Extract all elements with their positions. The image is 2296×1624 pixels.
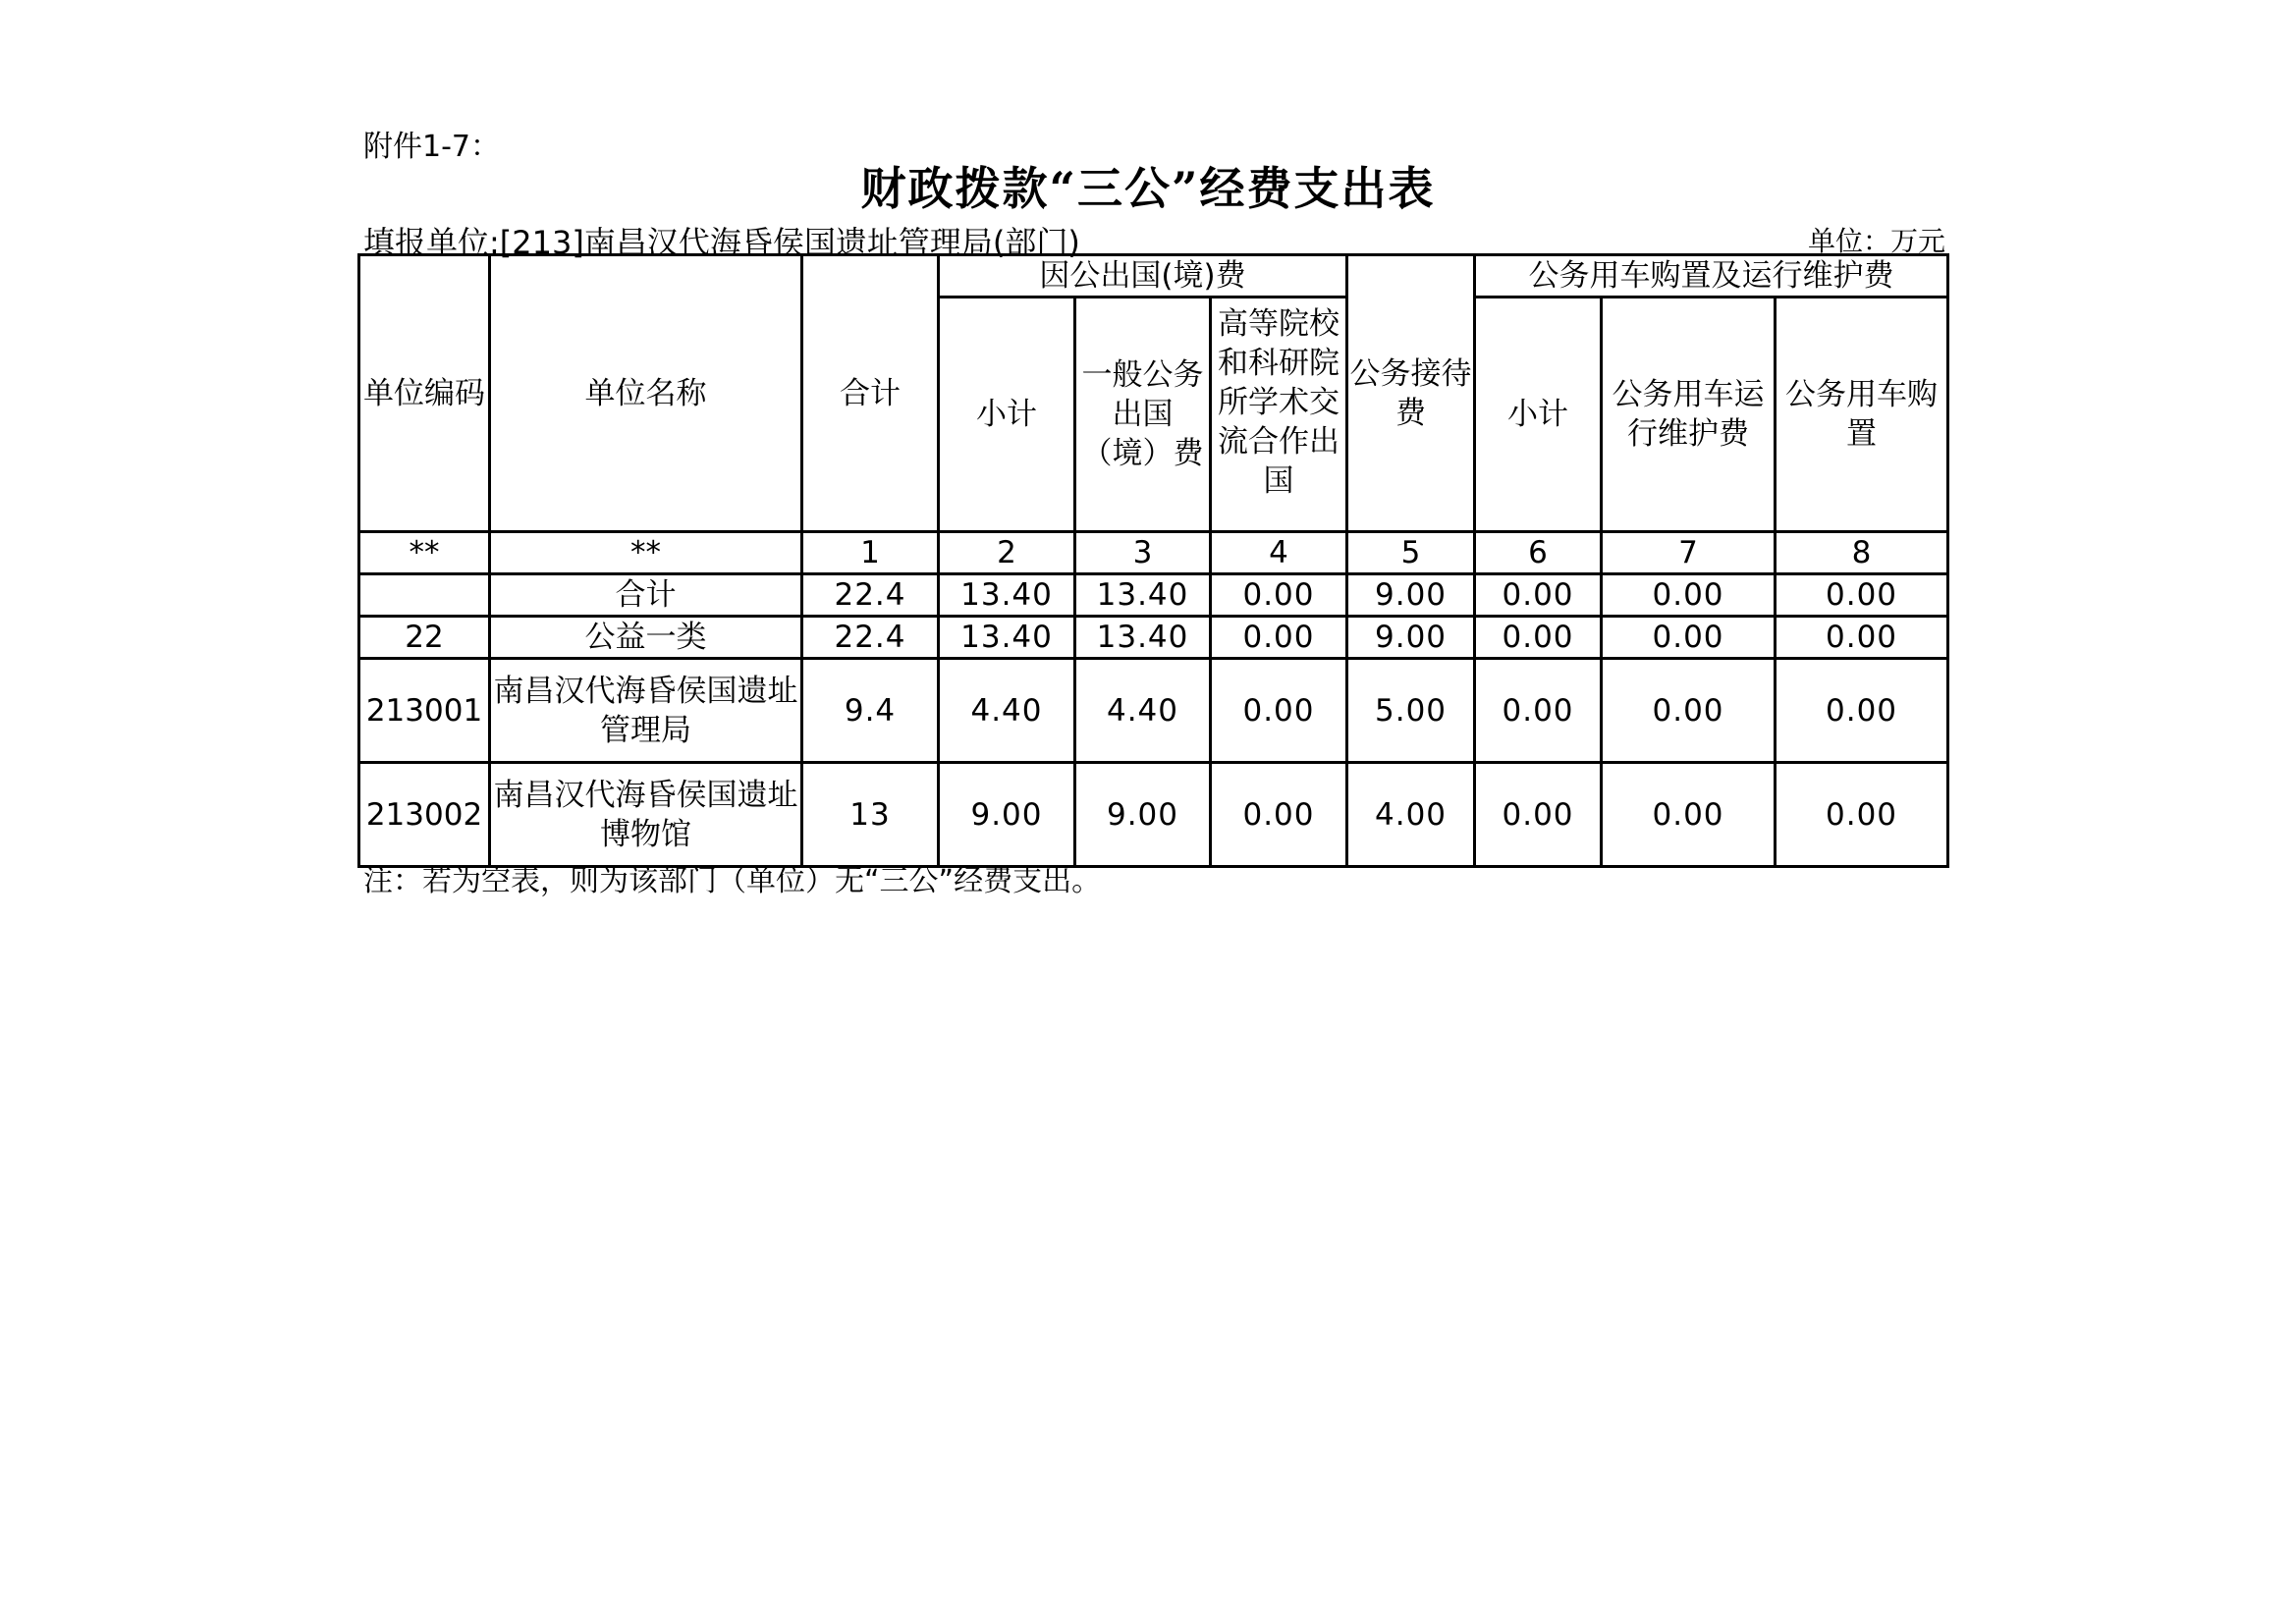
row-value: 9.4 (802, 659, 939, 763)
index-cell: 6 (1475, 532, 1602, 574)
row-name: 南昌汉代海昏侯国遗址博物馆 (490, 763, 802, 867)
row-value: 13.40 (1075, 574, 1211, 617)
header-abroad-academic (1211, 298, 1347, 532)
attachment-label: 附件1-7： (363, 130, 500, 164)
index-cell: ** (359, 532, 490, 574)
row-name: 公益一类 (490, 617, 802, 659)
header-total: 合计 (802, 255, 939, 532)
row-value: 0.00 (1475, 763, 1602, 867)
row-name: 南昌汉代海昏侯国遗址管理局 (490, 659, 802, 763)
row-value: 4.40 (1075, 659, 1211, 763)
header-row-1 (359, 255, 1948, 298)
header-abroad-academic-text: 高等院校和科研院所学术交流合作出国 (1218, 306, 1339, 499)
header-unit-code: 单位编码 (359, 255, 490, 532)
row-value: 0.00 (1211, 763, 1347, 867)
row-value: 0.00 (1475, 617, 1602, 659)
row-value: 0.00 (1776, 763, 1948, 867)
row-value: 4.40 (939, 659, 1075, 763)
row-value: 13.40 (939, 617, 1075, 659)
header-vehicle-subtotal: 小计 (1475, 298, 1602, 532)
filling-unit: 填报单位:[213]南昌汉代海昏侯国遗址管理局(部门) (363, 224, 1080, 261)
row-value: 0.00 (1776, 617, 1948, 659)
row-value: 9.00 (1075, 763, 1211, 867)
index-cell: 1 (802, 532, 939, 574)
row-value: 0.00 (1776, 659, 1948, 763)
row-code (359, 574, 490, 617)
header-vehicle-purchase: 公务用车购置 (1776, 298, 1948, 532)
table-row (359, 574, 1948, 617)
row-value: 22.4 (802, 574, 939, 617)
header-abroad-group: 因公出国(境)费 (939, 255, 1347, 298)
header-abroad-subtotal: 小计 (939, 298, 1075, 532)
row-value: 9.00 (1347, 574, 1475, 617)
row-name: 合计 (490, 574, 802, 617)
page-title: 财政拨款“三公”经费支出表 (860, 162, 1436, 215)
row-value: 13.40 (1075, 617, 1211, 659)
row-value: 9.00 (1347, 617, 1475, 659)
row-code: 213001 (359, 659, 490, 763)
row-code: 22 (359, 617, 490, 659)
row-value: 22.4 (802, 617, 939, 659)
row-value: 9.00 (939, 763, 1075, 867)
row-value: 0.00 (1475, 659, 1602, 763)
header-vehicle-group: 公务用车购置及运行维护费 (1475, 255, 1948, 298)
header-vehicle-running: 公务用车运行维护费 (1602, 298, 1776, 532)
table-row (359, 659, 1948, 763)
row-value: 0.00 (1211, 659, 1347, 763)
row-value: 4.00 (1347, 763, 1475, 867)
index-cell: 8 (1776, 532, 1948, 574)
currency-unit: 单位：万元 (1807, 225, 1945, 257)
row-value: 0.00 (1211, 617, 1347, 659)
index-cell: 4 (1211, 532, 1347, 574)
header-reception: 公务接待费 (1347, 255, 1475, 532)
row-value: 0.00 (1211, 574, 1347, 617)
row-value: 13 (802, 763, 939, 867)
index-cell: 7 (1602, 532, 1776, 574)
row-value: 13.40 (939, 574, 1075, 617)
table-row (359, 763, 1948, 867)
index-cell: ** (490, 532, 802, 574)
index-cell: 5 (1347, 532, 1475, 574)
row-value: 0.00 (1602, 763, 1776, 867)
row-value: 0.00 (1475, 574, 1602, 617)
header-abroad-general: 一般公务出国（境）费 (1075, 298, 1211, 532)
table-row (359, 617, 1948, 659)
row-value: 5.00 (1347, 659, 1475, 763)
footnote: 注：若为空表，则为该部门（单位）无“三公”经费支出。 (363, 864, 1102, 898)
header-unit-name: 单位名称 (490, 255, 802, 532)
index-row (359, 532, 1948, 574)
row-value: 0.00 (1602, 617, 1776, 659)
row-value: 0.00 (1602, 574, 1776, 617)
expenditure-table (357, 253, 1949, 868)
row-value: 0.00 (1776, 574, 1948, 617)
row-value: 0.00 (1602, 659, 1776, 763)
index-cell: 2 (939, 532, 1075, 574)
index-cell: 3 (1075, 532, 1211, 574)
row-code: 213002 (359, 763, 490, 867)
